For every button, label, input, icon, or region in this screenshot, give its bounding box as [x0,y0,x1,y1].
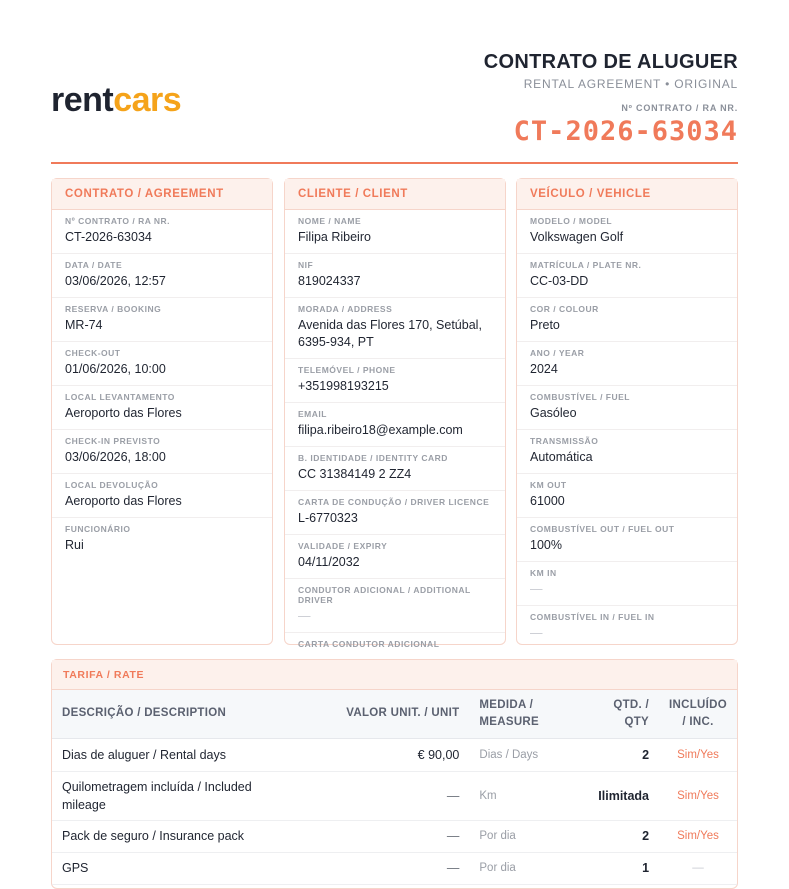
field-label: LOCAL DEVOLUÇÃO [65,480,159,490]
row-unit-value: € 90,00 [301,738,470,771]
document-header [484,50,738,147]
row-quantity: 1 [579,852,659,884]
vehicle-field [517,210,737,254]
field-label: COMBUSTÍVEL / FUEL [530,392,630,402]
contract-field [52,386,272,430]
field-value: 04/11/2032 [298,555,360,569]
logo-part-cars: cars [113,81,182,119]
row-description: Quilometragem incluída / Included mileage [52,771,301,820]
field-label: COMBUSTÍVEL IN / FUEL IN [530,612,655,622]
vehicle-field [517,474,737,518]
field-value: MR-74 [65,318,103,332]
field-label: KM IN [530,568,557,578]
field-label: TRANSMISSÃO [530,436,599,446]
field-label: CARTA CONDUTOR ADICIONAL [298,639,440,649]
contract-field [52,430,272,474]
field-label: EMAIL [298,409,327,419]
row-included: Sim/Yes [659,820,737,852]
field-value: Aeroporto das Flores [65,406,182,420]
client-card-title: CLIENTE / CLIENT [285,179,505,210]
field-label: FUNCIONÁRIO [65,524,131,534]
field-label: CARTA DE CONDUÇÃO / DRIVER LICENCE [298,497,490,507]
header-divider [51,162,738,164]
field-label: MATRÍCULA / PLATE NR. [530,260,642,270]
client-field [285,403,505,447]
vehicle-field [517,606,737,649]
vehicle-card-title: VEÍCULO / VEHICLE [517,179,737,210]
contract-number: CT-2026-63034 [513,116,738,147]
field-value: Aeroporto das Flores [65,494,182,508]
field-value: 01/06/2026, 10:00 [65,362,166,376]
rate-table-header [52,690,737,738]
field-value: — [530,582,543,596]
contract-field [52,298,272,342]
row-measure: Km [469,771,579,820]
field-label: VALIDADE / EXPIRY [298,541,388,551]
row-measure: Por dia [469,820,579,852]
vehicle-field [517,430,737,474]
field-value: — [298,609,311,623]
contract-field [52,518,272,561]
col-description: DESCRIÇÃO / DESCRIPTION [52,690,301,738]
field-value: Volkswagen Golf [530,230,624,244]
field-value: CC 31384149 2 ZZ4 [298,467,412,481]
vehicle-field [517,562,737,606]
client-field [285,535,505,579]
table-row [52,738,737,771]
client-field [285,579,505,633]
field-label: ANO / YEAR [530,348,585,358]
contract-field [52,210,272,254]
field-value: L-6770323 [298,511,358,525]
contract-card-title: CONTRATO / AGREEMENT [52,179,272,210]
client-field [285,447,505,491]
field-value: Gasóleo [530,406,577,420]
field-value: — [530,626,543,640]
field-label: COMBUSTÍVEL OUT / FUEL OUT [530,524,675,534]
field-value: 61000 [530,494,565,508]
table-row [52,820,737,852]
field-value: 100% [530,538,562,552]
client-field [285,298,505,359]
field-label: NOME / NAME [298,216,362,226]
rate-section-title: TARIFA / RATE [52,660,737,690]
rate-section [51,659,738,889]
field-value: CC-03-DD [530,274,589,288]
rentcars-logo [51,80,181,120]
col-included: INCLUÍDO / INC. [659,690,737,738]
vehicle-field [517,298,737,342]
field-value: 03/06/2026, 12:57 [65,274,166,288]
field-value: filipa.ribeiro18@example.com [298,423,463,437]
contract-field [52,474,272,518]
client-field [285,359,505,403]
field-value: Rui [65,538,84,552]
field-value: Automática [530,450,593,464]
field-label: Nº CONTRATO / RA NR. [65,216,171,226]
col-unit-value: VALOR UNIT. / UNIT [301,690,470,738]
field-label: CONDUTOR ADICIONAL / ADDITIONAL DRIVER [298,585,471,605]
field-label: CHECK-OUT [65,348,121,358]
vehicle-field [517,254,737,298]
row-included: Sim/Yes [659,738,737,771]
field-value: +351998193215 [298,379,389,393]
col-quantity: QTD. / QTY [579,690,659,738]
field-label: TELEMÓVEL / PHONE [298,365,396,375]
table-row [52,852,737,884]
row-included: Sim/Yes [659,771,737,820]
contract-card [51,178,273,645]
contract-field [52,342,272,386]
field-value: CT-2026-63034 [65,230,152,244]
contract-number-label: Nº CONTRATO / RA NR. [621,103,738,113]
field-label: COR / COLOUR [530,304,599,314]
row-unit-value: — [301,852,470,884]
field-value: Preto [530,318,560,332]
field-label: MODELO / MODEL [530,216,613,226]
vehicle-field [517,386,737,430]
row-measure: Por dia [469,852,579,884]
row-description: Dias de aluguer / Rental days [52,738,301,771]
field-value: 2024 [530,362,558,376]
row-quantity: Ilimitada [579,771,659,820]
row-description: Pack de seguro / Insurance pack [52,820,301,852]
col-measure: MEDIDA / MEASURE [469,690,579,738]
row-unit-value: — [301,820,470,852]
field-label: NIF [298,260,314,270]
client-field [285,210,505,254]
client-field [285,491,505,535]
contract-field [52,254,272,298]
document-title: CONTRATO DE ALUGUER [483,51,738,73]
field-value: 03/06/2026, 18:00 [65,450,166,464]
row-measure: Dias / Days [469,738,579,771]
vehicle-field [517,342,737,386]
field-label: RESERVA / BOOKING [65,304,162,314]
table-row [52,771,737,820]
field-value: Avenida das Flores 170, Setúbal, 6395-934, PT [298,318,482,349]
field-label: B. IDENTIDADE / IDENTITY CARD [298,453,448,463]
field-label: MORADA / ADDRESS [298,304,393,314]
vehicle-field [517,518,737,562]
row-quantity: 2 [579,738,659,771]
logo-part-rent: rent [51,81,114,119]
row-quantity: 2 [579,820,659,852]
field-value: 819024337 [298,274,361,288]
field-label: LOCAL LEVANTAMENTO [65,392,175,402]
field-label: CHECK-IN PREVISTO [65,436,161,446]
vehicle-card [516,178,738,645]
field-value: Filipa Ribeiro [298,230,371,244]
row-unit-value: — [301,771,470,820]
document-subtitle: RENTAL AGREEMENT • ORIGINAL [523,77,738,91]
row-description: GPS [52,852,301,884]
row-included: — [659,852,737,884]
client-card [284,178,506,649]
rate-table [52,690,737,885]
client-field [285,254,505,298]
field-label: KM OUT [530,480,567,490]
field-label: DATA / DATE [65,260,123,270]
